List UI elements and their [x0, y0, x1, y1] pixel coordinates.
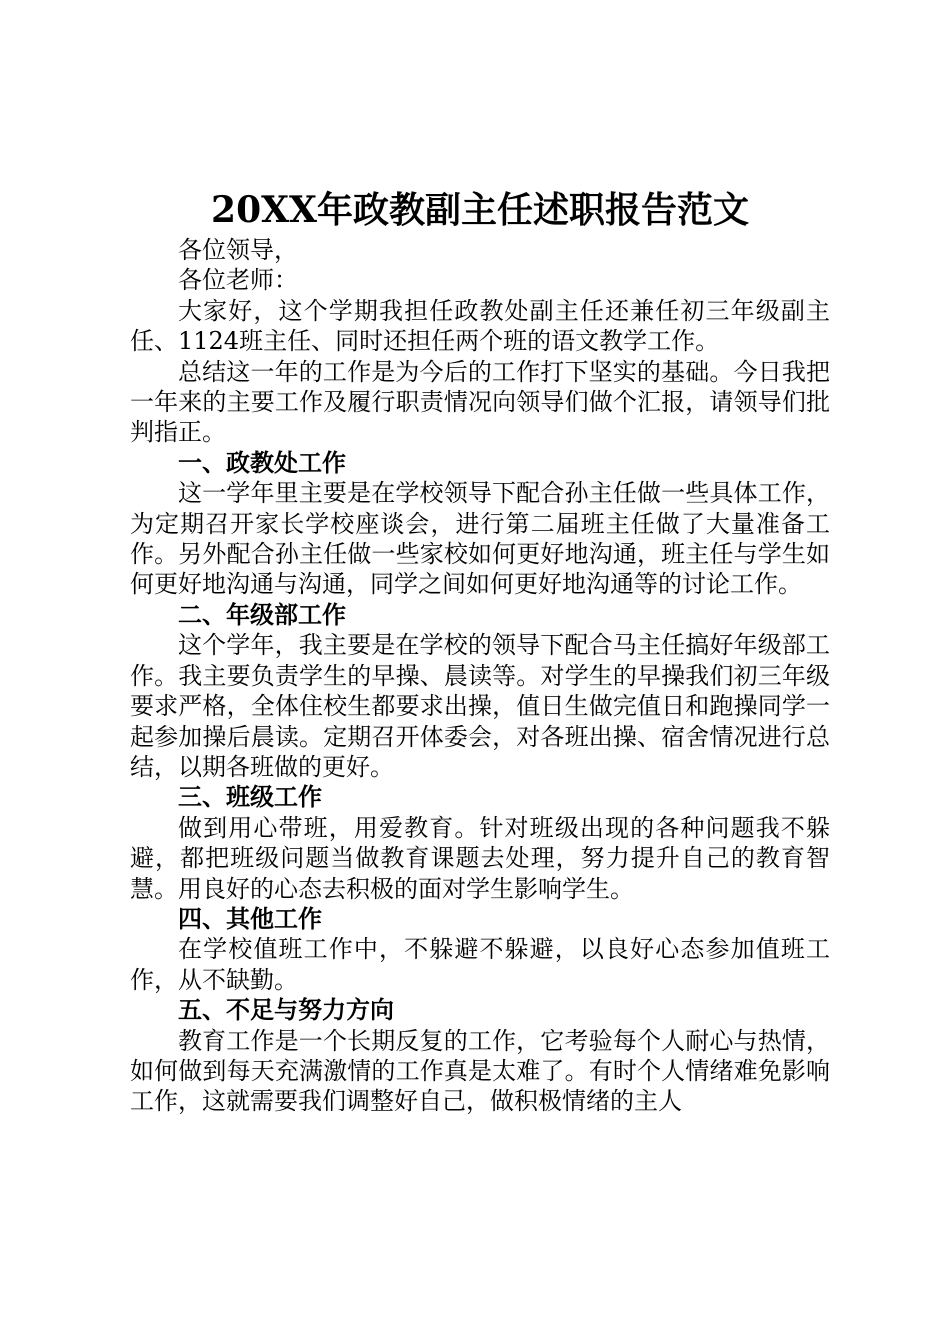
- section-1-heading: 一、政教处工作: [178, 447, 346, 477]
- section-4-heading: 四、其他工作: [178, 903, 322, 933]
- section-2-heading: 二、年级部工作: [178, 599, 346, 629]
- greeting-leaders: 各位领导，: [178, 236, 298, 264]
- section-4-body: 在学校值班工作中，不躲避不躲避，以良好心态参加值班工作，从不缺勤。: [130, 935, 830, 994]
- document-page: [130, 185, 830, 1117]
- greeting-teachers: 各位老师：: [178, 266, 298, 295]
- section-1-body: 这一学年里主要是在学校领导下配合孙主任做一些具体工作，为定期召开家长学校座谈会，进行第二届班主任做了大量准备工作。另外配合孙主任做一些家校如何更好地沟通，班主任与学生如何更好地沟通与沟通，同学之间如何更好地沟通等的讨论工作。: [130, 479, 830, 599]
- intro-paragraph-1: 大家好，这个学期我担任政教处副主任还兼任初三年级副主任、1124班主任、同时还担任两个班的语文教学工作。: [130, 296, 830, 356]
- section-5-body: 教育工作是一个长期反复的工作，它考验每个人耐心与热情，如何做到每天充满激情的工作真是太难了。有时个人情绪难免影响工作，这就需要我们调整好自己，做积极情绪的主人: [130, 1026, 830, 1116]
- document-title: 20XX年政教副主任述职报告范文: [211, 189, 749, 231]
- section-3-body: 做到用心带班，用爱教育。针对班级出现的各种问题我不躲避，都把班级问题当做教育课题去处理，努力提升自己的教育智慧。用良好的心态去积极的面对学生影响学生。: [130, 813, 830, 903]
- section-3-heading: 三、班级工作: [178, 782, 322, 812]
- section-5-heading: 五、不足与努力方向: [178, 995, 394, 1025]
- intro-paragraph-2: 总结这一年的工作是为今后的工作打下坚实的基础。今日我把一年来的主要工作及履行职责情况向领导们做个汇报，请领导们批判指正。: [130, 357, 830, 447]
- section-2-body: 这个学年，我主要是在学校的领导下配合马主任搞好年级部工作。我主要负责学生的早操、晨读等。对学生的早操我们初三年级要求严格，全体住校生都要求出操，值日生做完值日和跑操同学一起参加操后晨读。定期召开体委会，对各班出操、宿舍情况进行总结，以期各班做的更好。: [130, 631, 830, 781]
